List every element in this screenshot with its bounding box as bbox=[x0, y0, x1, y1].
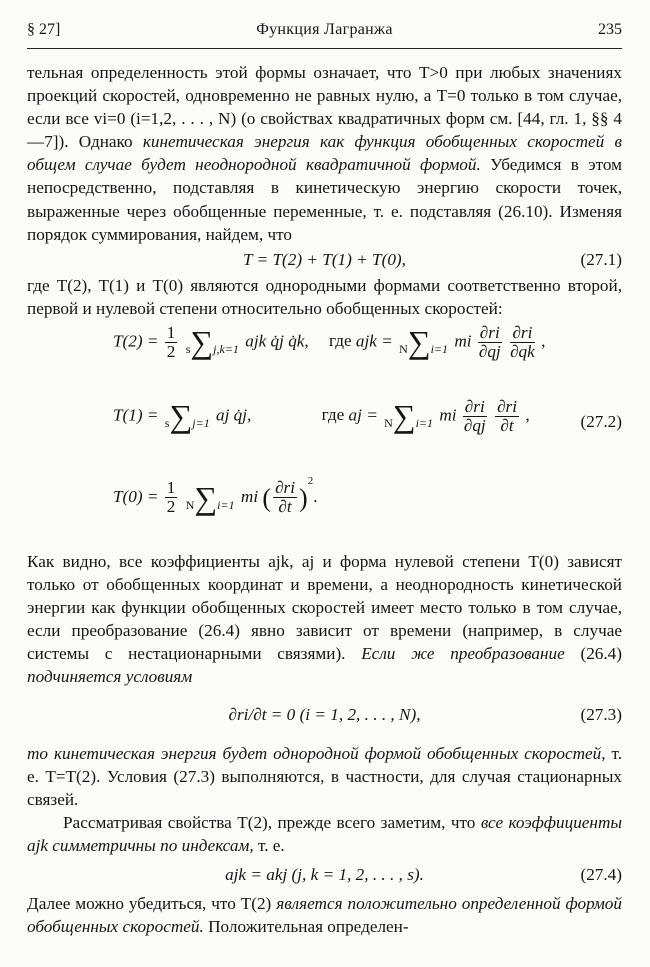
page-body bbox=[27, 61, 622, 938]
sum-bottom: j=1 bbox=[192, 416, 210, 431]
eq-row-t2 bbox=[113, 324, 545, 394]
p3-reference: (26.4) bbox=[564, 644, 623, 664]
chapter-title: Функция Лагранжа bbox=[256, 21, 393, 38]
running-header bbox=[27, 16, 622, 42]
equation-27-2 bbox=[27, 324, 622, 544]
where-word: где bbox=[321, 405, 345, 425]
partial-fraction bbox=[510, 324, 535, 361]
p4-emphasis: то кинетическая энергия будет однородной формой обобщенных скоростей, bbox=[27, 743, 606, 763]
p1-text-end: Убедимся в этом непосредственно, подставляя в кинетическую энергию скорости точек, выраженные через обобщенные переменные, т. е. подставляя (26.10). Изменяя порядок суммирования, найдем, что bbox=[27, 155, 622, 244]
half-fraction bbox=[165, 479, 178, 516]
equation-27-1-body: T = T(2) + T(1) + T(0), bbox=[243, 249, 406, 269]
sum-operator: s∑j=1 bbox=[164, 398, 210, 435]
frac-den: ∂t bbox=[278, 497, 292, 517]
frac-num: ∂ri bbox=[479, 322, 500, 342]
paragraph-2: где T(2), T(1) и T(0) являются однородными формами соответственно второй, первой и нулевой степени относительно обобщенных скоростей: bbox=[27, 275, 622, 318]
paragraph-1 bbox=[27, 61, 622, 246]
lhs-t1: T(1) = bbox=[113, 405, 159, 425]
frac-den: ∂t bbox=[500, 415, 514, 435]
page-number: 235 bbox=[598, 21, 622, 38]
lhs-aj: aj = bbox=[348, 405, 378, 425]
sum-bottom: i=1 bbox=[415, 416, 434, 431]
p3-text: Как видно, все коэффициенты ajk, aj и форма нулевой степени T(0) зависят только от обобщенных координат и времени, а неоднородность кинетической энергии как функции обобщенных скоростей имеет место только в том случае, если преобразование (26.4) явно зависит от времени (например, в случае системы с нестационарными связями). bbox=[27, 551, 622, 664]
partial-fraction bbox=[463, 398, 487, 435]
sum-operator: s∑j,k=1 bbox=[185, 324, 239, 361]
frac-den: 2 bbox=[166, 341, 176, 361]
sum-operator: N∑i=1 bbox=[384, 398, 434, 435]
equation-27-3-number: (27.3) bbox=[580, 704, 622, 724]
frac-num: ∂ri bbox=[510, 324, 535, 343]
sum-top: s bbox=[185, 342, 191, 357]
equation-27-4 bbox=[27, 863, 622, 886]
mass-symbol: mi bbox=[454, 331, 472, 351]
p6-text: Далее можно убедиться, что T(2) bbox=[27, 893, 277, 913]
sum-bottom: j,k=1 bbox=[213, 342, 239, 357]
equation-27-1 bbox=[27, 248, 622, 271]
sum-top: s bbox=[164, 416, 170, 431]
frac-num: 1 bbox=[166, 322, 176, 342]
equation-27-2-number: (27.2) bbox=[580, 411, 622, 431]
comma: , bbox=[541, 331, 546, 351]
paragraph-6 bbox=[27, 892, 622, 938]
eq-row-t1 bbox=[113, 398, 530, 468]
term-t1: aj q̇j, bbox=[216, 405, 252, 425]
p3-emphasis: Если же преобразование bbox=[361, 644, 565, 664]
where-word: где bbox=[329, 331, 352, 351]
p6-emphasis: является положительно определенной формой обобщенных скоростей. bbox=[27, 893, 622, 937]
frac-den: ∂qk bbox=[510, 341, 535, 361]
header-rule bbox=[27, 48, 622, 49]
p5-text: Рассматривая свойства T(2), прежде всего заметим, что bbox=[63, 812, 481, 832]
frac-num: ∂ri bbox=[275, 478, 296, 498]
mass-symbol: mi bbox=[439, 405, 457, 425]
p4-text: т. е. T=T(2). Условия (27.3) выполняются, в частности, для случая стационарных связей. bbox=[27, 743, 622, 809]
p1-text: тельная определенность этой формы означает, что T>0 при любых значениях проекций скоростей, одновременно не равных нулю, а T=0 только в том случае, если все vi=0 (i=1,2, . . . , N) (о свойствах квадратичных форм см. [44, гл. 1, §§ 4—7]). Однако bbox=[27, 63, 622, 152]
frac-den: ∂qj bbox=[463, 415, 486, 435]
frac-num: ∂ri bbox=[464, 396, 485, 416]
square-exponent: 2 bbox=[307, 474, 314, 487]
paragraph-5 bbox=[27, 811, 622, 857]
paren-close: ) bbox=[299, 483, 308, 513]
sum-bottom: i=1 bbox=[217, 497, 235, 512]
sum-top: N bbox=[399, 342, 408, 357]
section-marker: § 27] bbox=[27, 21, 61, 38]
lhs-ajk: ajk = bbox=[355, 331, 393, 351]
sum-bottom: i=1 bbox=[430, 342, 449, 357]
paragraph-4 bbox=[27, 742, 622, 811]
sum-operator: N∑i=1 bbox=[185, 479, 235, 516]
frac-num: 1 bbox=[166, 478, 176, 498]
comma: , bbox=[525, 405, 530, 425]
sum-operator: N∑i=1 bbox=[399, 324, 449, 361]
p1-emphasis: кинетическая энергия как функция обобщенных скоростей в общем случае будет неоднородной квадратичной формой. bbox=[27, 132, 622, 175]
equation-27-1-number: (27.1) bbox=[580, 249, 622, 269]
sum-top: N bbox=[185, 497, 195, 512]
lhs-t2: T(2) = bbox=[113, 331, 159, 351]
p5-text-end: т. е. bbox=[253, 835, 285, 855]
paren-open: ( bbox=[262, 483, 272, 513]
half-fraction bbox=[165, 324, 178, 361]
partial-fraction bbox=[273, 479, 297, 516]
mass-symbol: mi bbox=[240, 486, 259, 506]
period: . bbox=[313, 486, 318, 506]
partial-fraction bbox=[478, 324, 502, 361]
equation-27-4-body: ajk = akj (j, k = 1, 2, . . . , s). bbox=[225, 864, 424, 884]
paragraph-3 bbox=[27, 550, 622, 689]
term-t2: ajk q̇j q̇k, bbox=[245, 331, 309, 351]
partial-fraction bbox=[495, 398, 519, 435]
eq-row-t0 bbox=[113, 470, 318, 540]
sum-top: N bbox=[384, 416, 393, 431]
lhs-t0: T(0) = bbox=[113, 486, 159, 506]
frac-den: 2 bbox=[166, 497, 176, 517]
equation-27-3 bbox=[27, 703, 622, 726]
frac-num: ∂ri bbox=[497, 396, 518, 416]
equation-27-3-body: ∂ri/∂t = 0 (i = 1, 2, . . . , N), bbox=[228, 704, 421, 724]
equation-27-4-number: (27.4) bbox=[580, 864, 622, 884]
frac-den: ∂qj bbox=[478, 341, 501, 361]
p5-emphasis: все коэффициенты ajk симметричны по индексам, bbox=[27, 812, 623, 855]
p6-text-end: Положительная определен- bbox=[203, 917, 409, 937]
p3-emphasis-end: подчиняется условиям bbox=[27, 667, 193, 687]
